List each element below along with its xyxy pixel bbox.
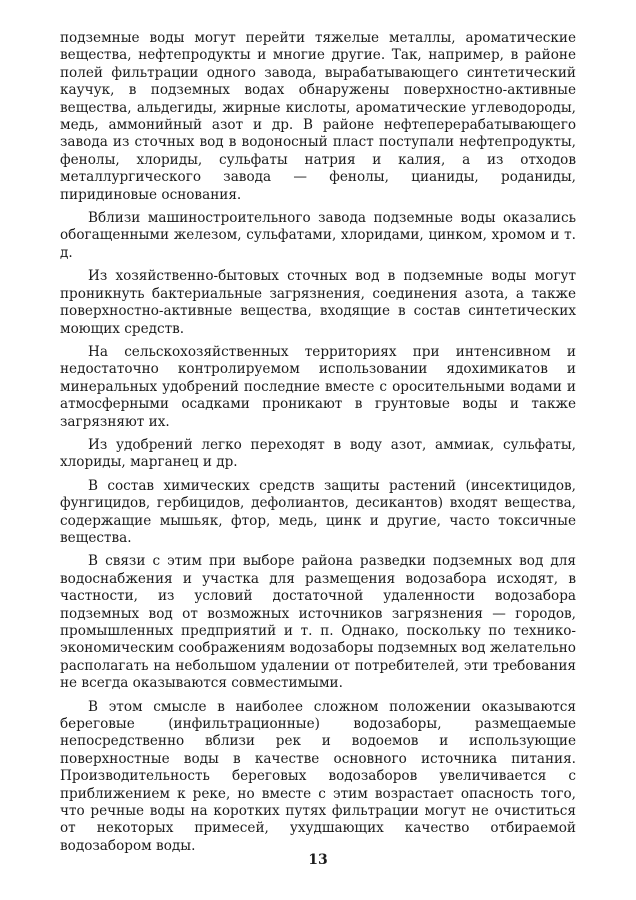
paragraph-6: В состав химических средств защиты растений (инсектицидов, фунгицидов, гербицидов, дефолиантов, десикантов) входят вещества, содержащие мышьяк, фтор, медь, цинк и другие, часто токсичные вещества. <box>60 477 576 546</box>
page-body <box>60 30 576 861</box>
page-number: 13 <box>308 852 328 868</box>
paragraph-5: Из удобрений легко переходят в воду азот, аммиак, сульфаты, хлориды, марганец и др. <box>60 436 576 471</box>
paragraph-7: В связи с этим при выборе района разведки подземных вод для водоснабжения и участка для размещения водозабора исходят, в частности, из условий достаточной удаленности водозабора подземных вод от возможных источников загрязнения — городов, промышленных предприятий и т. п. Однако, поскольку по технико-экономическим соображениям водозаборы подземных вод желательно располагать на небольшом удалении от потребителей, эти требования не всегда оказываются совместимыми. <box>60 553 576 692</box>
paragraph-8: В этом смысле в наиболее сложном положении оказываются береговые (инфильтрационные) водозаборы, размещаемые непосредственно вблизи рек и водоемов и использующие поверхностные воды в качестве основного источника питания. Производительность береговых водозаборов увеличивается с приближением к реке, но вместе с этим возрастает опасность того, что речные воды на коротких путях фильтрации могут не очиститься от некоторых примесей, ухудшающих качество отбираемой водозабором воды. <box>60 698 576 854</box>
paragraph-4: На сельскохозяйственных территориях при интенсивном и недостаточно контролируемом использовании ядохимикатов и минеральных удобрений последние вместе с оросительными водами и атмосферными осадками проникают в грунтовые воды и также загрязняют их. <box>60 343 576 430</box>
paragraph-1: подземные воды могут перейти тяжелые металлы, ароматические вещества, нефтепродукты и многие другие. Так, например, в районе полей фильтрации одного завода, вырабатывающего синтетический каучук, в подземных водах обнаружены поверхностно-активные вещества, альдегиды, жирные кислоты, ароматические углеводороды, медь, аммонийный азот и др. В районе нефтеперерабатывающего завода из сточных вод в водоносный пласт поступали нефтепродукты, фенолы, хлориды, сульфаты натрия и калия, а из отходов металлургического завода — фенолы, цианиды, роданиды, пиридиновые основания. <box>60 30 576 203</box>
paragraph-3: Из хозяйственно-бытовых сточных вод в подземные воды могут проникнуть бактериальные загрязнения, соединения азота, а также поверхностно-активные вещества, входящие в состав синтетических моющих средств. <box>60 268 576 337</box>
paragraph-2: Вблизи машиностроительного завода подземные воды оказались обогащенными железом, сульфатами, хлоридами, цинком, хромом и т. д. <box>60 210 576 261</box>
